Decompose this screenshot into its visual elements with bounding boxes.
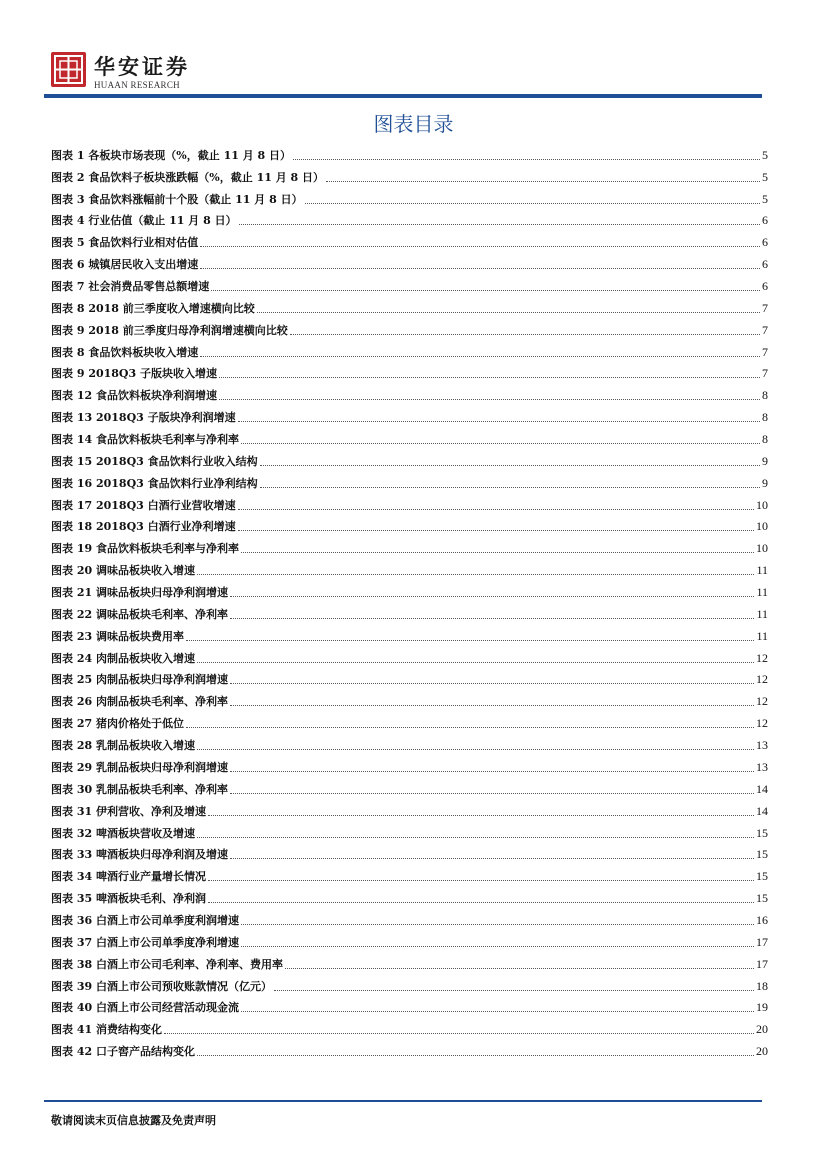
toc-leader-dots — [260, 486, 760, 488]
toc-leader-dots — [197, 836, 754, 838]
toc-leader-dots — [285, 967, 754, 969]
toc-leader-dots — [305, 202, 760, 204]
toc-entry-label: 图表 8 2018 前三季度收入增速横向比较 — [51, 301, 255, 315]
toc-entry-label: 图表 7 社会消费品零售总额增速 — [51, 280, 210, 294]
toc-entry[interactable] — [51, 669, 768, 691]
toc-entry-label: 图表 17 2018Q3 白酒行业营收增速 — [51, 498, 236, 512]
toc-entry-page: 16 — [756, 912, 768, 927]
toc-leader-dots — [238, 529, 754, 531]
toc-entry[interactable] — [51, 384, 768, 406]
toc-entry-page: 6 — [762, 279, 768, 294]
toc-leader-dots — [197, 661, 754, 663]
toc-entry-page: 12 — [756, 650, 768, 665]
toc-entry-page: 19 — [756, 1000, 768, 1015]
toc-entry-page: 6 — [762, 257, 768, 272]
toc-entry-label: 图表 22 调味品板块毛利率、净利率 — [51, 607, 228, 621]
toc-entry-label: 图表 42 口子窖产品结构变化 — [51, 1045, 195, 1059]
toc-entry[interactable] — [51, 1018, 768, 1040]
toc-entry-label: 图表 20 调味品板块收入增速 — [51, 564, 195, 578]
toc-leader-dots — [274, 989, 754, 991]
toc-entry-page: 15 — [756, 869, 768, 884]
toc-leader-dots — [293, 158, 760, 160]
toc-entry-page: 12 — [756, 694, 768, 709]
toc-entry-label: 图表 37 白酒上市公司单季度净利增速 — [51, 935, 239, 949]
toc-entry-page: 14 — [756, 781, 768, 796]
toc-entry-page: 15 — [756, 891, 768, 906]
footer-divider — [44, 1100, 762, 1102]
toc-leader-dots — [230, 857, 754, 859]
toc-leader-dots — [230, 595, 754, 597]
toc-leader-dots — [238, 508, 754, 510]
toc-entry-page: 7 — [762, 300, 768, 315]
toc-entry-label: 图表 27 猪肉价格处于低位 — [51, 717, 184, 731]
toc-entry[interactable] — [51, 1040, 768, 1062]
toc-entry-label: 图表 28 乳制品板块收入增速 — [51, 739, 195, 753]
toc-leader-dots — [290, 333, 760, 335]
toc-entry-label: 图表 31 伊利营收、净利及增速 — [51, 804, 206, 818]
toc-entry-label: 图表 3 食品饮料涨幅前十个股（截止 11 月 8 日） — [51, 192, 303, 206]
toc-entry-page: 11 — [756, 606, 768, 621]
toc-entry-label: 图表 6 城镇居民收入支出增速 — [51, 258, 199, 272]
toc-entry[interactable] — [51, 516, 768, 538]
toc-entry-label: 图表 2 食品饮料子板块涨跌幅（%，截止 11 月 8 日） — [51, 170, 325, 184]
toc-entry[interactable] — [51, 975, 768, 997]
toc-entry[interactable] — [51, 144, 768, 166]
toc-entry-label: 图表 21 调味品板块归母净利润增速 — [51, 586, 228, 600]
toc-entry-label: 图表 40 白酒上市公司经营活动现金流 — [51, 1001, 239, 1015]
toc-entry-page: 12 — [756, 716, 768, 731]
toc-entry-page: 6 — [762, 235, 768, 250]
toc-entry-label: 图表 16 2018Q3 食品饮料行业净利结构 — [51, 476, 258, 490]
toc-leader-dots — [200, 245, 760, 247]
toc-entry[interactable] — [51, 690, 768, 712]
toc-entry[interactable] — [51, 188, 768, 210]
toc-entry-label: 图表 9 2018Q3 子版块收入增速 — [51, 367, 217, 381]
toc-entry-label: 图表 12 食品饮料板块净利润增速 — [51, 389, 217, 403]
toc-leader-dots — [219, 398, 760, 400]
toc-entry[interactable] — [51, 778, 768, 800]
disclaimer-note: 敬请阅读末页信息披露及免责声明 — [51, 1114, 216, 1127]
toc-entry-page: 7 — [762, 366, 768, 381]
toc-entry-label: 图表 26 肉制品板块毛利率、净利率 — [51, 695, 228, 709]
toc-entry-label: 图表 41 消费结构变化 — [51, 1023, 162, 1037]
toc-entry[interactable] — [51, 756, 768, 778]
toc-leader-dots — [186, 726, 754, 728]
toc-entry-page: 10 — [756, 519, 768, 534]
brand-name-en: HUAAN RESEARCH — [94, 80, 180, 90]
toc-leader-dots — [238, 420, 760, 422]
toc-entry[interactable] — [51, 887, 768, 909]
toc-entry-label: 图表 30 乳制品板块毛利率、净利率 — [51, 782, 228, 796]
toc-leader-dots — [241, 442, 760, 444]
toc-entry-page: 13 — [756, 759, 768, 774]
huaan-logo-icon — [51, 52, 86, 87]
toc-entry[interactable] — [51, 363, 768, 385]
toc-entry-label: 图表 32 啤酒板块营收及增速 — [51, 826, 195, 840]
toc-entry[interactable] — [51, 734, 768, 756]
toc-entry[interactable] — [51, 559, 768, 581]
toc-leader-dots — [326, 180, 760, 182]
toc-entry-label: 图表 4 行业估值（截止 11 月 8 日） — [51, 214, 237, 228]
toc-entry-page: 13 — [756, 738, 768, 753]
toc-entry[interactable] — [51, 210, 768, 232]
toc-entry[interactable] — [51, 297, 768, 319]
toc-leader-dots — [211, 289, 760, 291]
toc-entry-label: 图表 35 啤酒板块毛利、净利润 — [51, 892, 206, 906]
toc-entry-label: 图表 18 2018Q3 白酒行业净利增速 — [51, 520, 236, 534]
toc-entry-page: 14 — [756, 803, 768, 818]
toc-leader-dots — [241, 1010, 754, 1012]
toc-leader-dots — [219, 376, 760, 378]
toc-entry-label: 图表 14 食品饮料板块毛利率与净利率 — [51, 433, 239, 447]
toc-entry-page: 10 — [756, 497, 768, 512]
toc-entry-label: 图表 25 肉制品板块归母净利润增速 — [51, 673, 228, 687]
toc-entry-page: 17 — [756, 934, 768, 949]
toc-entry-page: 6 — [762, 213, 768, 228]
toc-entry[interactable] — [51, 253, 768, 275]
toc-entry[interactable] — [51, 275, 768, 297]
toc-entry-label: 图表 36 白酒上市公司单季度利润增速 — [51, 913, 239, 927]
toc-entry-page: 11 — [756, 585, 768, 600]
toc-leader-dots — [239, 223, 760, 225]
toc-leader-dots — [186, 639, 754, 641]
toc-entry[interactable] — [51, 428, 768, 450]
toc-leader-dots — [230, 682, 754, 684]
toc-entry-label: 图表 29 乳制品板块归母净利润增速 — [51, 760, 228, 774]
toc-entry[interactable] — [51, 800, 768, 822]
toc-entry[interactable] — [51, 909, 768, 931]
toc-leader-dots — [197, 748, 754, 750]
toc-leader-dots — [208, 901, 754, 903]
toc-leader-dots — [257, 311, 760, 313]
toc-entry[interactable] — [51, 953, 768, 975]
toc-entry[interactable] — [51, 166, 768, 188]
toc-entry-page: 5 — [762, 147, 768, 162]
toc-entry-page: 8 — [762, 410, 768, 425]
toc-entry-page: 7 — [762, 344, 768, 359]
toc-entry-label: 图表 13 2018Q3 子版块净利润增速 — [51, 411, 236, 425]
toc-entry[interactable] — [51, 231, 768, 253]
toc-leader-dots — [164, 1032, 754, 1034]
toc-leader-dots — [200, 267, 760, 269]
toc-entry-page: 9 — [762, 475, 768, 490]
toc-entry-label: 图表 39 白酒上市公司预收账款情况（亿元） — [51, 979, 272, 993]
toc-entry[interactable] — [51, 865, 768, 887]
toc-entry-page: 17 — [756, 956, 768, 971]
toc-entry-page: 18 — [756, 978, 768, 993]
toc-entry[interactable] — [51, 494, 768, 516]
toc-leader-dots — [230, 704, 754, 706]
toc-leader-dots — [208, 879, 754, 881]
toc-leader-dots — [197, 573, 754, 575]
toc-entry-label: 图表 23 调味品板块费用率 — [51, 629, 184, 643]
toc-entry-label: 图表 1 各板块市场表现（%，截止 11 月 8 日） — [51, 148, 292, 162]
toc-entry-page: 15 — [756, 847, 768, 862]
toc-entry-page: 11 — [756, 628, 768, 643]
toc-leader-dots — [241, 551, 754, 553]
toc-entry-label: 图表 5 食品饮料行业相对估值 — [51, 236, 199, 250]
toc-entry[interactable] — [51, 822, 768, 844]
toc-leader-dots — [230, 770, 754, 772]
toc-leader-dots — [241, 923, 754, 925]
toc-entry[interactable] — [51, 603, 768, 625]
toc-entry-page: 15 — [756, 825, 768, 840]
toc-entry-label: 图表 38 白酒上市公司毛利率、净利率、费用率 — [51, 957, 283, 971]
toc-entry-label: 图表 9 2018 前三季度归母净利润增速横向比较 — [51, 323, 288, 337]
toc-entry-page: 8 — [762, 388, 768, 403]
toc-leader-dots — [260, 464, 760, 466]
toc-entry-page: 5 — [762, 169, 768, 184]
toc-entry[interactable] — [51, 406, 768, 428]
toc-entry[interactable] — [51, 581, 768, 603]
toc-leader-dots — [200, 355, 760, 357]
toc-entry[interactable] — [51, 997, 768, 1019]
toc-entry[interactable] — [51, 319, 768, 341]
toc-entry[interactable] — [51, 625, 768, 647]
toc-leader-dots — [241, 945, 754, 947]
page-header — [0, 0, 827, 100]
toc-leader-dots — [230, 792, 754, 794]
toc-entry-page: 5 — [762, 191, 768, 206]
toc-entry-label: 图表 15 2018Q3 食品饮料行业收入结构 — [51, 454, 258, 468]
toc-entry-label: 图表 33 啤酒板块归母净利润及增速 — [51, 848, 228, 862]
toc-entry-page: 11 — [756, 563, 768, 578]
toc-entry-label: 图表 8 食品饮料板块收入增速 — [51, 345, 199, 359]
toc-entry-page: 9 — [762, 453, 768, 468]
toc-title: 图表目录 — [373, 112, 454, 136]
toc-list — [51, 144, 768, 1062]
toc-leader-dots — [230, 617, 754, 619]
toc-entry[interactable] — [51, 931, 768, 953]
toc-entry-page: 7 — [762, 322, 768, 337]
toc-entry[interactable] — [51, 341, 768, 363]
toc-entry-label: 图表 34 啤酒行业产量增长情况 — [51, 870, 206, 884]
toc-entry[interactable] — [51, 647, 768, 669]
toc-entry-label: 图表 19 食品饮料板块毛利率与净利率 — [51, 542, 239, 556]
header-divider — [44, 94, 762, 98]
toc-entry-label: 图表 24 肉制品板块收入增速 — [51, 651, 195, 665]
toc-entry-page: 20 — [756, 1044, 768, 1059]
toc-entry[interactable] — [51, 537, 768, 559]
toc-entry-page: 20 — [756, 1022, 768, 1037]
toc-entry-page: 10 — [756, 541, 768, 556]
toc-entry-page: 8 — [762, 432, 768, 447]
toc-entry[interactable] — [51, 712, 768, 734]
toc-entry[interactable] — [51, 450, 768, 472]
toc-entry[interactable] — [51, 472, 768, 494]
toc-entry-page: 12 — [756, 672, 768, 687]
toc-entry[interactable] — [51, 844, 768, 866]
toc-leader-dots — [208, 814, 754, 816]
toc-leader-dots — [197, 1054, 754, 1056]
brand-name-cn: 华安证券 — [94, 54, 190, 79]
